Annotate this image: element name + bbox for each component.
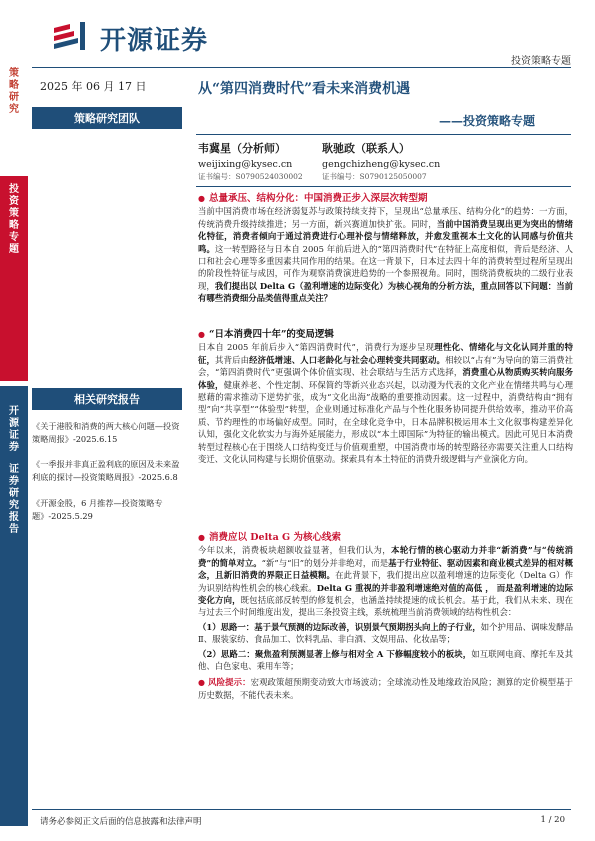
side-strip-char: 券: [9, 476, 19, 487]
body-text: 日本自 2005 年前后步入“第四消费时代”，消费行为逐步呈现: [198, 342, 435, 353]
side-strip-char: 告: [9, 524, 19, 535]
section-2: [198, 328, 573, 465]
body-emphasis: 本轮行情的核心驱动力并非“新消费”与“传统消费”的简单对立。: [198, 545, 574, 568]
idea-label: （1）思路一：: [198, 621, 255, 632]
author-card: [198, 143, 303, 183]
author-card: [322, 143, 440, 183]
body-text: 如个护用品、调味发酵品Ⅱ、服装家纺、食品加工、饮料乳品、非白酒、文娱用品、化妆品等；: [198, 621, 574, 645]
side-strip-char: 证: [9, 430, 19, 441]
title-divider: [196, 134, 571, 135]
side-strip-char: 策: [9, 208, 19, 219]
risk-label: ● 风险提示：: [198, 677, 251, 688]
header-divider: [32, 67, 571, 68]
side-strip-char: 研: [9, 488, 19, 499]
related-report-link[interactable]: 《关于港股和消费的两大核心问题—投资策略周报》-2025.6.15: [32, 421, 180, 444]
side-strip-char: 究: [9, 500, 19, 511]
author-cert: 证书编号：S0790125050007: [322, 172, 427, 181]
related-report-link[interactable]: 《一季报并非真正盈利底的原因及未来盈利底的探讨—投资策略周报》-2025.6.8: [32, 459, 180, 482]
author-name: 韦冀星（分析师）: [198, 142, 286, 155]
risk-text: 宏观政策超预期变动致大市场波动；全球流动性及地缘政治风险；测算的定价模型基于历史数据，不能代表未来。: [198, 677, 574, 700]
section-1: [198, 192, 573, 305]
author-cert: 证书编号：S0790524030002: [198, 172, 303, 181]
logo-text: 开源证券: [100, 26, 209, 56]
body-emphasis: 消费重心从物质购买转向服务体验，: [198, 367, 574, 390]
side-strip-char: 略: [9, 80, 19, 91]
page-subtitle: ——投资策略专题: [438, 114, 535, 128]
body-text: 在此背景下，我们提出应以盈利增速的边际变化（Delta G）作为识别结构性机会的核心线索。: [198, 570, 574, 593]
author-name: 耿驰政（联系人）: [322, 142, 410, 155]
author-email[interactable]: gengchizheng@kysec.cn: [322, 159, 441, 170]
side-strip-char: 专: [9, 232, 19, 243]
related-report-link[interactable]: 《开源金股，6 月推荐—投资策略专题》-2025.5.29: [32, 498, 163, 521]
body-text: 这一转型路径与日本自 2005 年前后进入的“第四消费时代”在特征上高度相似，背后是经济、人口和社会心理等多重因素共同作用的结果。在这一背景下，日本过去四十年的消费转型过程所呈现出的阶段性特征与成因，可作为观察消费演进趋势的一个参照视角。同时，围绕消费板块的二级行业表现，: [198, 243, 574, 291]
section-heading: ● 总量承压、结构分化：中国消费正步入深层次转型期: [198, 192, 573, 205]
body-text: 其背后由: [215, 354, 250, 365]
body-emphasis: 基于景气预测的边际改善，识别景气预期拐头向上的子行业，: [254, 621, 481, 632]
team-label: 策略研究团队: [32, 107, 182, 129]
body-text: 如互联网电商、摩托车及其他、白色家电、乘用车等；: [198, 648, 574, 672]
section-3: [198, 531, 573, 701]
side-strip-topic: [0, 176, 28, 381]
body-emphasis: 理性化、情绪化与文化认同并重的特征，: [198, 342, 573, 365]
page-title: 从“第四消费时代”看未来消费机遇: [198, 81, 411, 97]
header-category: 投资策略专题: [511, 56, 571, 67]
body-emphasis: 基于行业特征、驱动因素和商业模式差异的相对概念，且新旧消费的界限正日益模糊。: [198, 557, 573, 581]
body-text: “新”与“旧”的划分并非绝对，而是: [261, 557, 389, 568]
body-text: 相较以“占有”为导向的第三消费社会，“第四消费时代”更强调个体价值实现、社会联结与生活方式选择，: [198, 354, 574, 378]
author-email[interactable]: weijixing@kysec.cn: [198, 159, 293, 170]
footer-disclaimer: 请务必参阅正文后面的信息披露和法律声明: [40, 817, 202, 827]
side-strip-char: 报: [9, 512, 19, 523]
section-heading: ● “日本消费四十年”的变局逻辑: [198, 328, 573, 341]
side-strip-char: 投: [9, 184, 19, 195]
side-strip-char: 源: [9, 418, 19, 429]
body-emphasis: 我们提出以 Delta G（盈利增速的边际变化）为核心视角的分析方法，重点回答以下问题：当前有哪些消费细分品类值得重点关注？: [198, 280, 573, 304]
side-strip-char: 开: [9, 406, 19, 417]
body-emphasis: Delta G 重视的并非盈利增速绝对值的高低 ， 而是盈利增速的边际变化方向，: [198, 582, 573, 606]
side-strip-char: 题: [9, 244, 19, 255]
report-date: 2025 年 06 月 17 日: [40, 80, 147, 93]
body-text: 今年以来，消费板块超额收益显著，但我们认为，: [198, 545, 392, 556]
body-emphasis: 当前中国消费呈现出更为突出的情绪化特征，消费者倾向于通过消费进行心理补偿与情绪释放，并愈发重视本土文化的认同感与价值共鸣。: [198, 218, 574, 254]
idea-label: （2）思路二：: [198, 648, 255, 659]
side-strip-report: [0, 386, 28, 826]
section-heading: ● 消费应以 Delta G 为核心线索: [198, 531, 573, 544]
side-strip-char: 券: [9, 442, 19, 453]
footer-divider: [32, 809, 571, 810]
body-emphasis: 聚焦盈利预测显著上修与相对全 A 下修幅度较小的板块，: [254, 648, 472, 659]
side-strip-research: [0, 60, 28, 170]
side-strip-char: 策: [9, 68, 19, 79]
page-number: 1 / 20: [540, 815, 565, 825]
side-strip-char: 略: [9, 220, 19, 231]
body-text: 当前中国消费市场在经济弱复苏与政策持续支持下，呈现出“总量承压、结构分化”的趋势：一方面，传统消费升级持续推进；另一方面，新兴赛道加快扩张。同时，: [198, 206, 573, 229]
side-strip-char: 证: [9, 464, 19, 475]
side-strip-char: 资: [9, 196, 19, 207]
side-strip-char: 究: [9, 104, 19, 115]
author-divider: [196, 186, 571, 187]
logo-icon: [52, 20, 92, 52]
related-reports-title: 相关研究报告: [32, 388, 182, 410]
side-strip-char: 研: [9, 92, 19, 103]
body-text: 既包括底部反转型的修复机会，也涵盖持续提速的成长机会。基于此，我们从未来、现在与过去三个时间维度出发，提出三条投资主线，系统梳理当前消费领域的结构性机会：: [198, 595, 574, 618]
body-text: 健康养老、个性定制、环保简约等新兴业态兴起，以动漫为代表的文化产业在情绪共鸣与心理慰藉的需求推动下逆势扩张，成为“文化出海”战略的重要推动因素。这一过程中，消费结构由“拥有型”向“共享型”“体验型”转型，企业则通过标准化产品与个性化服务协同提升供给效率，推动平价高质、节约理性的市场偏好成型。同时，在全球化竞争中，日本品牌积极运用本土文化叙事构建差异化认知，强化文化软实力与海外延展能力，形成以“本土即国际”为特征的输出模式。因此可见日本消费转型过程核心在于围绕人口结构变迁与价值观重塑，中国消费市场的转型路径亦需要关注重人口结构变迁、文化认同构建与长期价值驱动。探索具有本土特征的消费升级逻辑与产业演化方向。: [198, 379, 574, 465]
side-strip: [0, 0, 28, 841]
body-emphasis: 经济低增速、人口老龄化与社会心理转变共同驱动。: [249, 354, 446, 365]
